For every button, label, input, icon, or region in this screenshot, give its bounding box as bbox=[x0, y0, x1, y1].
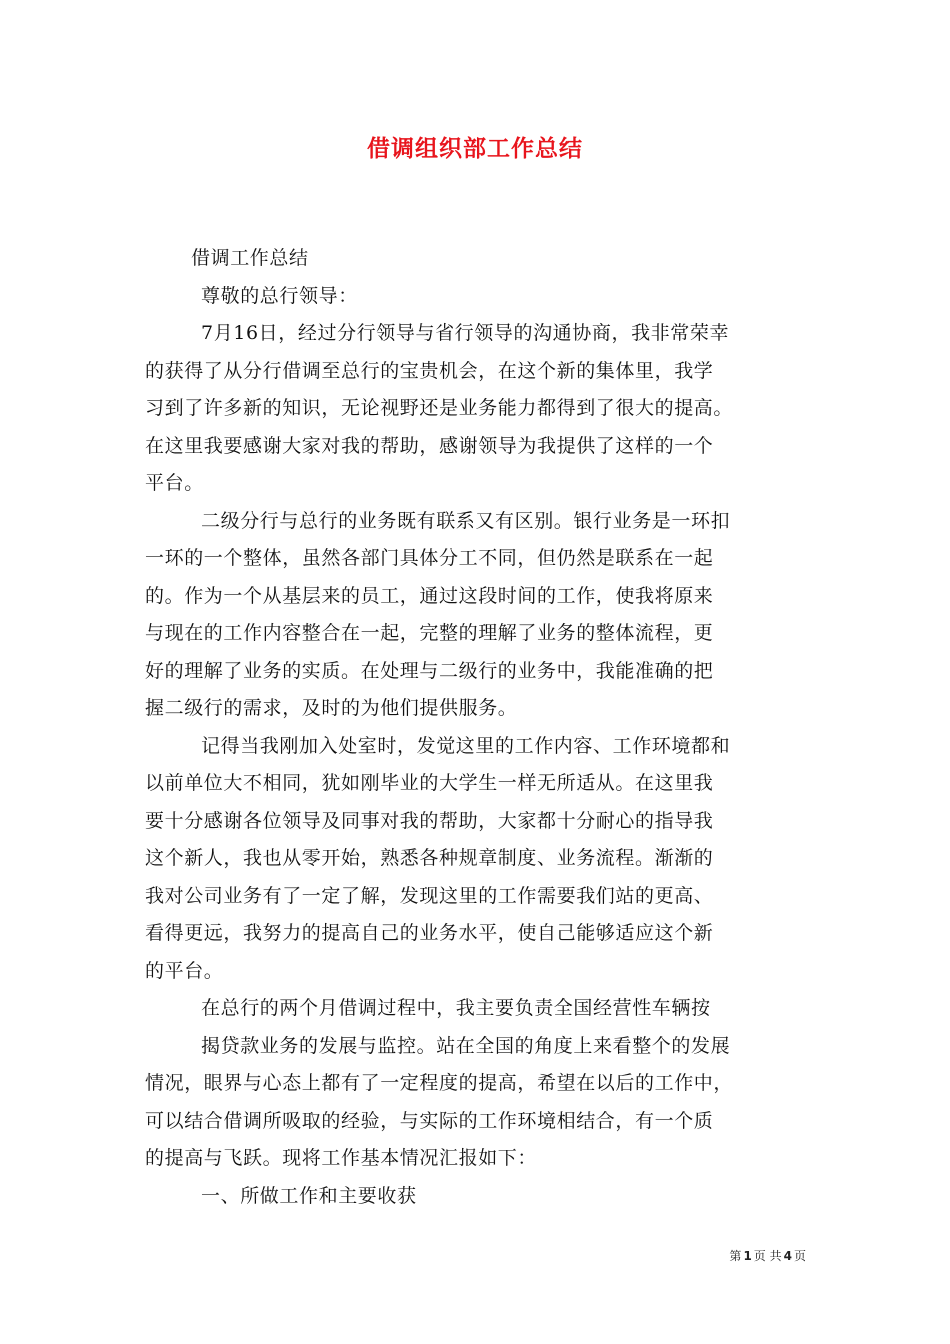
footer-prefix: 第 bbox=[729, 1249, 742, 1263]
body-line: 在总行的两个月借调过程中，我主要负责全国经营性车辆按 bbox=[201, 997, 711, 1019]
page-number-footer bbox=[729, 1247, 806, 1265]
body-line: 握二级行的需求，及时的为他们提供服务。 bbox=[145, 697, 518, 719]
body-line: 的平台。 bbox=[145, 959, 224, 982]
body-line: 看得更远，我努力的提高自己的业务水平，使自己能够适应这个新 bbox=[145, 922, 714, 944]
body-line: 可以结合借调所吸取的经验，与实际的工作环境相结合，有一个质 bbox=[145, 1109, 714, 1132]
body-line: 的提高与飞跃。现将工作基本情况汇报如下： bbox=[145, 1147, 538, 1169]
body-line: 在这里我要感谢大家对我的帮助，感谢领导为我提供了这样的一个 bbox=[145, 434, 714, 457]
body-line: 习到了许多新的知识，无论视野还是业务能力都得到了很大的提高。 bbox=[145, 397, 734, 419]
body-line: 要十分感谢各位领导及同事对我的帮助，大家都十分耐心的指导我 bbox=[145, 809, 714, 832]
body-line: 7月16日，经过分行领导与省行领导的沟通协商，我非常荣幸 bbox=[201, 322, 730, 344]
section-heading: 一、所做工作和主要收获 bbox=[201, 1184, 417, 1207]
body-line: 这个新人，我也从零开始，熟悉各种规章制度、业务流程。渐渐的 bbox=[145, 847, 714, 869]
total-page-count: 4 bbox=[783, 1249, 792, 1263]
body-line: 平台。 bbox=[145, 472, 204, 494]
body-line: 二级分行与总行的业务既有联系又有区别。银行业务是一环扣 bbox=[201, 509, 731, 532]
footer-suffix: 页 bbox=[793, 1249, 806, 1263]
body-line: 记得当我刚加入处室时，发觉这里的工作内容、工作环境都和 bbox=[201, 734, 731, 757]
body-line: 与现在的工作内容整合在一起，完整的理解了业务的整体流程，更 bbox=[145, 622, 714, 644]
body-line: 的。作为一个从基层来的员工，通过这段时间的工作，使我将原来 bbox=[145, 584, 714, 607]
body-line: 好的理解了业务的实质。在处理与二级行的业务中，我能准确的把 bbox=[145, 659, 714, 682]
body-line: 尊敬的总行领导： bbox=[201, 284, 358, 307]
body-line: 一环的一个整体，虽然各部门具体分工不同，但仍然是联系在一起 bbox=[145, 547, 714, 569]
document-body bbox=[145, 240, 810, 1215]
body-line: 揭贷款业务的发展与监控。站在全国的角度上来看整个的发展 bbox=[201, 1034, 731, 1057]
body-line: 借调工作总结 bbox=[191, 247, 309, 269]
body-line: 我对公司业务有了一定了解，发现这里的工作需要我们站的更高、 bbox=[145, 884, 714, 907]
body-line: 的获得了从分行借调至总行的宝贵机会，在这个新的集体里，我学 bbox=[145, 359, 714, 382]
current-page-number: 1 bbox=[743, 1249, 752, 1263]
document-title: 借调组织部工作总结 bbox=[367, 135, 583, 162]
body-line: 情况，眼界与心态上都有了一定程度的提高，希望在以后的工作中， bbox=[145, 1072, 734, 1094]
body-line: 以前单位大不相同，犹如刚毕业的大学生一样无所适从。在这里我 bbox=[145, 772, 714, 794]
footer-middle: 页 共 bbox=[753, 1249, 782, 1263]
